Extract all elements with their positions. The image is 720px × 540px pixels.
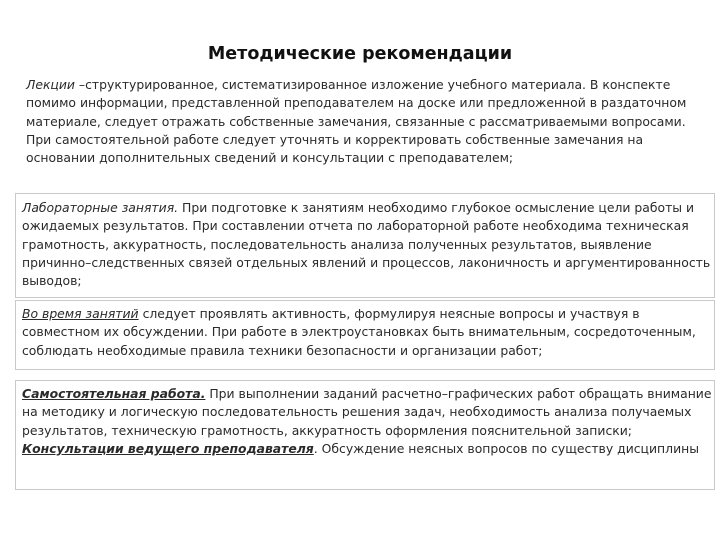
consult-text: . Обсуждение неясных вопросов по существу дисциплины [313,440,700,456]
consult-lead: Консультации ведущего преподавателя [22,440,314,456]
self-paragraph [22,385,714,440]
lectures-block [20,72,710,192]
lectures-paragraph [26,76,710,167]
during-paragraph [22,305,714,360]
during-lead: Во время занятий [22,306,139,321]
lectures-lead: Лекции [26,77,75,92]
labs-paragraph [22,199,714,290]
lectures-text: –структурированное, систематизированное изложение учебного материала. В конспекте помимо информации, представленной преподавателем на доске или предложенной в раздаточном материале, следует отражать собственные замечания, связанные с рассматриваемыми вопросами. При самостоятельной работе следует уточнять и корректировать собственные замечания на основании дополнительных сведений и консультации с преподавателем; [26,77,687,166]
labs-text: При подготовке к занятиям необходимо глубокое осмысление цели работы и ожидаемых результатов. При составлении отчета по лабораторной работе необходима техническая грамотность, аккуратность, последовательность анализа полученных результатов, выявление причинно–следственных связей отдельных явлений и процессов, лаконичность и аргументированность выводов; [22,200,711,289]
self-consult-block [15,380,715,490]
self-text: При выполнении заданий расчетно–графических работ обращать внимание на методику и логическую последовательность решения задач, необходимость анализа получаемых результатов, техническую грамотность, аккуратность оформления пояснительной записки; [22,386,712,438]
labs-lead: Лабораторные занятия. [22,200,179,215]
labs-block [15,193,715,298]
self-lead: Самостоятельная работа. [22,386,206,401]
during-block [15,300,715,370]
consult-paragraph [22,440,714,458]
page-title: Методические рекомендации [207,44,513,64]
during-text: следует проявлять активность, формулируя неясные вопросы и участвуя в совместном их обсуждении. При работе в электроустановках быть внимательным, сосредоточенным, соблюдать необходимые правила техники безопасности и организации работ; [22,306,696,358]
